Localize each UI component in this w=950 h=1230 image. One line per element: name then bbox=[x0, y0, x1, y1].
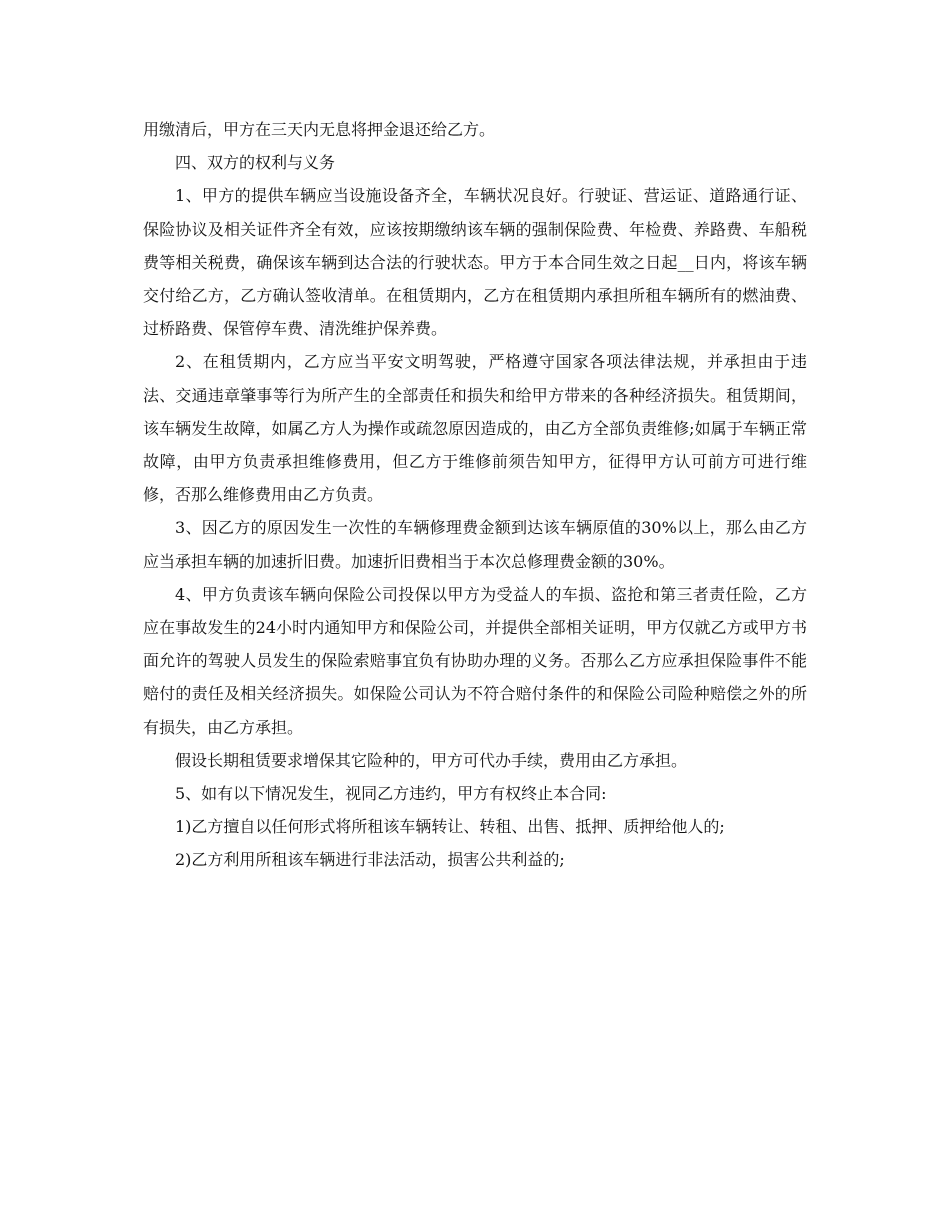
section-heading-rights-obligations: 四、双方的权利与义务 bbox=[175, 153, 336, 173]
paragraph-item-2: 2)乙方利用所租该车辆进行非法活动，损害公共利益的; bbox=[175, 850, 565, 870]
paragraph-deposit-return: 用缴清后，甲方在三天内无息将押金退还给乙方。 bbox=[143, 120, 496, 139]
paragraph-clause-1: 1、甲方的提供车辆应当设施设备齐全，车辆状况良好。行驶证、营运证、道路通行证、保险协议及相关证件齐全有效，应该按期缴纳该车辆的强制保险费、年检费、养路费、车船税费等相关税费，确保该车辆到达合法的行驶状态。甲方于本合同生效之日起__日内，将该车辆交付给乙方，乙方确认签收清单。在租赁期内，乙方在租赁期内承担所租车辆所有的燃油费、过桥路费、保管停车费、清洗维护保养费。 bbox=[143, 186, 807, 339]
paragraph-item-1: 1)乙方擅自以任何形式将所租该车辆转让、转租、出售、抵押、质押给他人的; bbox=[175, 817, 725, 837]
paragraph-clause-2: 2、在租赁期内，乙方应当平安文明驾驶，严格遵守国家各项法律法规，并承担由于违法、交通违章肇事等行为所产生的全部责任和损失和给甲方带来的各种经济损失。租赁期间，该车辆发生故障，如属乙方人为操作或疏忽原因造成的，由乙方全部负责维修;如属于车辆正常故障，由甲方负责承担维修费用，但乙方于维修前须告知甲方，征得甲方认可前方可进行维修，否那么维修费用由乙方负责。 bbox=[143, 352, 807, 505]
paragraph-clause-5: 5、如有以下情况发生，视同乙方违约，甲方有权终止本合同: bbox=[175, 784, 607, 804]
paragraph-clause-4: 4、甲方负责该车辆向保险公司投保以甲方为受益人的车损、盗抢和第三者责任险，乙方应在事故发生的24小时内通知甲方和保险公司，并提供全部相关证明，甲方仅就乙方或甲方书面允许的驾驶人员发生的保险索赔事宜负有协助办理的义务。否那么乙方应承担保险事件不能赔付的责任及相关经济损失。如保险公司认为不符合赔付条件的和保险公司险种赔偿之外的所有损失，由乙方承担。 bbox=[143, 584, 807, 737]
paragraph-clause-3: 3、因乙方的原因发生一次性的车辆修理费金额到达该车辆原值的30%以上，那么由乙方应当承担车辆的加速折旧费。加速折旧费相当于本次总修理费金额的30%。 bbox=[143, 518, 807, 571]
document-body bbox=[143, 113, 807, 877]
paragraph-extra-insurance: 假设长期租赁要求增保其它险种的，甲方可代办手续，费用由乙方承担。 bbox=[175, 750, 688, 770]
